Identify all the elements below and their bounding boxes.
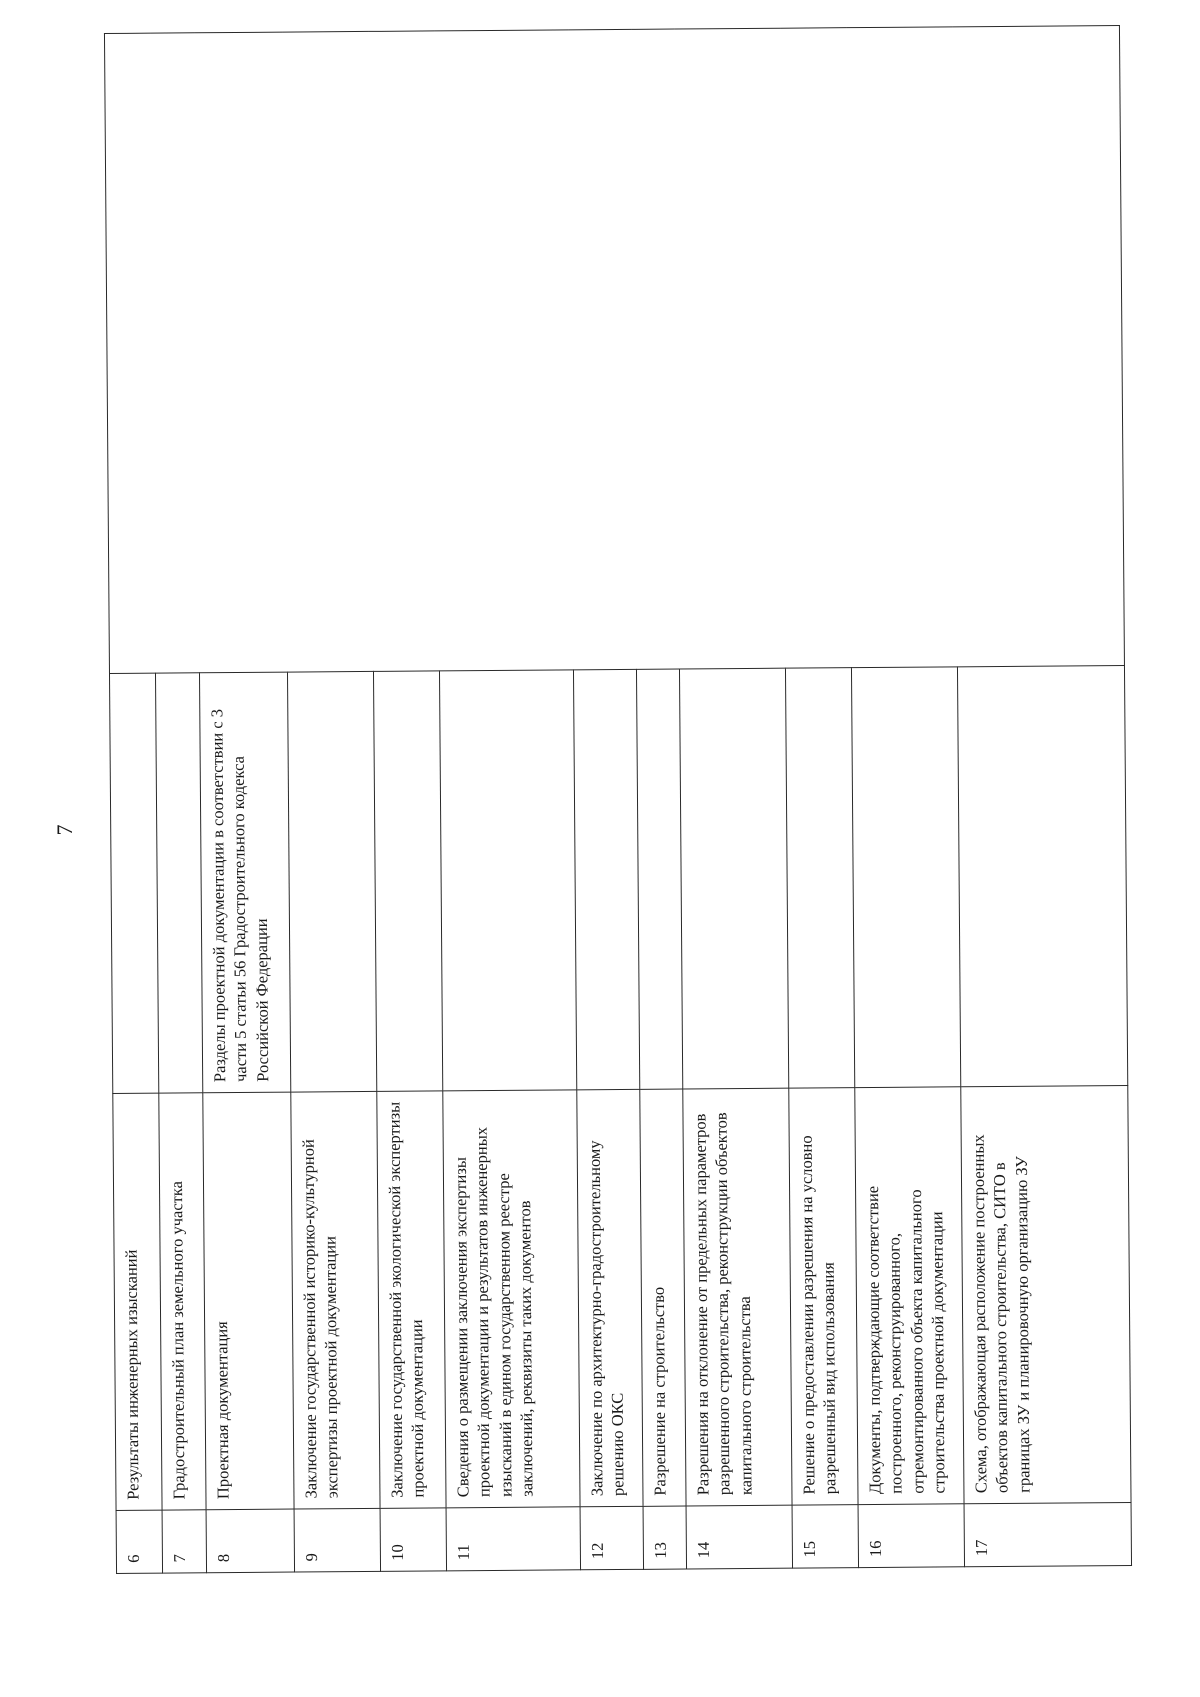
document-note bbox=[155, 673, 202, 1093]
document-note bbox=[636, 669, 682, 1089]
document-note bbox=[109, 673, 158, 1093]
document-name: Документы, подтверждающие соответствие построенного, реконструированного, отремонтированного объекта капитального строительства проектной документации bbox=[855, 1087, 964, 1505]
page-number: 7 bbox=[52, 824, 77, 836]
row-number: 13 bbox=[643, 1506, 686, 1569]
document-name: Результаты инженерных изысканий bbox=[113, 1093, 162, 1510]
document-name: Сведения о размещении заключения экспертизы проектной документации и результатов инженерных изысканий в едином государственном реестре заключений, реквизиты таких документов bbox=[443, 1090, 580, 1508]
document-name: Разрешение на строительство bbox=[640, 1089, 686, 1506]
document-note bbox=[679, 668, 788, 1089]
row-number: 16 bbox=[858, 1504, 964, 1568]
document-name: Разрешения на отклонение от предельных параметров разрешенного строительства, реконструкции объектов капитального строительства bbox=[683, 1088, 792, 1506]
merged-empty-cell bbox=[104, 26, 1124, 674]
document-name: Градостроительный план земельного участка bbox=[159, 1093, 206, 1510]
row-number: 10 bbox=[380, 1508, 446, 1572]
documents-table bbox=[104, 25, 1132, 1574]
row-number: 11 bbox=[446, 1507, 580, 1571]
document-note bbox=[373, 671, 442, 1092]
row-number: 14 bbox=[686, 1505, 792, 1569]
document-name: Проектная документация bbox=[203, 1092, 294, 1510]
document-sheet bbox=[104, 26, 1131, 1574]
row-number: 17 bbox=[964, 1502, 1131, 1566]
row-number: 9 bbox=[294, 1508, 380, 1572]
row-number: 6 bbox=[116, 1510, 162, 1573]
document-name: Решение о предоставлении разрешения на условно разрешенный вид использования bbox=[789, 1088, 858, 1506]
document-note bbox=[439, 670, 576, 1091]
document-note bbox=[957, 666, 1127, 1087]
table-row bbox=[104, 33, 162, 1573]
row-number: 12 bbox=[580, 1506, 643, 1569]
row-number: 15 bbox=[792, 1505, 858, 1569]
document-note bbox=[573, 669, 639, 1089]
document-name: Заключение государственной экологической экспертизы проектной документации bbox=[377, 1091, 446, 1509]
document-note bbox=[851, 667, 960, 1088]
rotated-table-container bbox=[104, 26, 1131, 1574]
document-name: Заключение по архитектурно-градостроительному решению ОКС bbox=[577, 1089, 643, 1506]
document-note bbox=[785, 668, 854, 1089]
row-number: 7 bbox=[162, 1510, 206, 1573]
document-note: Разделы проектной документации в соответствии с 3 части 5 статьи 56 Градостроительного кодекса Российской Федерации bbox=[199, 672, 290, 1093]
row-number: 8 bbox=[206, 1509, 294, 1573]
document-note bbox=[287, 671, 376, 1092]
document-name: Схема, отображающая расположение построенных объектов капитального строительства, СИТО в границах ЗУ и планировочную организацию ЗУ bbox=[961, 1086, 1131, 1504]
document-name: Заключение государственной историко-культурной экспертизы проектной документации bbox=[291, 1091, 380, 1509]
